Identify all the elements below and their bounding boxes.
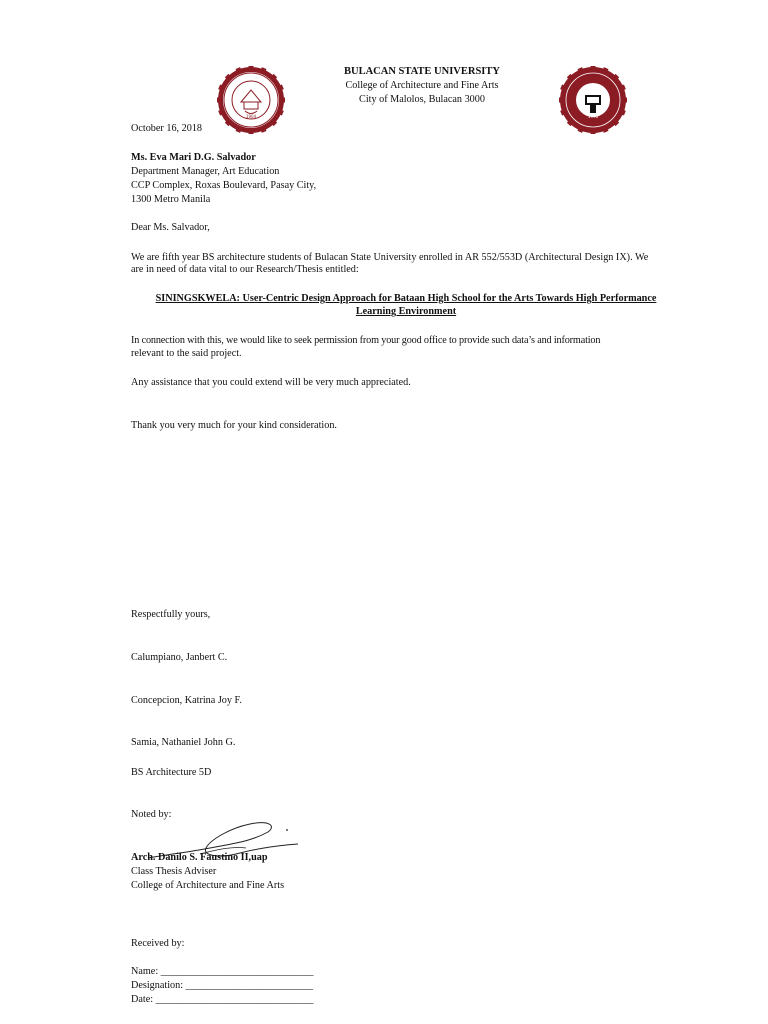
svg-text:1996: 1996: [587, 114, 599, 119]
body-paragraph-3: Any assistance that you could extend will be very much appreciated.: [131, 377, 411, 388]
body-paragraph-4: Thank you very much for your kind consideration.: [131, 420, 337, 431]
recipient-address-line1: CCP Complex, Roxas Boulevard, Pasay City,: [131, 180, 317, 191]
salutation: Dear Ms. Salvador,: [131, 222, 210, 233]
received-date-field: Date: _______________________________: [131, 994, 314, 1005]
section-label: BS Architecture 5D: [131, 767, 212, 778]
letter-date: October 16, 2018: [131, 123, 203, 134]
received-by-label: Received by:: [131, 938, 185, 949]
svg-text:1904: 1904: [245, 114, 257, 119]
college-name: College of Architecture and Fine Arts: [345, 80, 499, 91]
body-paragraph-1-line-2: are in need of data vital to our Research/Thesis entitled:: [131, 264, 359, 275]
university-seal-left: [217, 66, 285, 134]
adviser-title: Class Thesis Adviser: [131, 866, 217, 877]
body-paragraph-2-line-2: relevant to the said project.: [131, 348, 242, 359]
university-name: BULACAN STATE UNIVERSITY: [344, 66, 500, 77]
recipient-title: Department Manager, Art Education: [131, 166, 280, 177]
college-seal-right: [559, 66, 627, 134]
signatory-3: Samia, Nathaniel John G.: [131, 737, 236, 748]
thesis-title-line-1: SININGSKWELA: User-Centric Design Approach for Bataan High School for the Arts Towards High Performance: [155, 293, 657, 304]
university-address: City of Malolos, Bulacan 3000: [359, 94, 485, 105]
adviser-name: Arch. Danilo S. Faustino II,uap: [131, 852, 268, 863]
signatory-2: Concepcion, Katrina Joy F.: [131, 695, 242, 706]
signatory-1: Calumpiano, Janbert C.: [131, 652, 228, 663]
received-designation-field: Designation: _________________________: [131, 980, 313, 991]
noted-by-label: Noted by:: [131, 809, 172, 820]
closing: Respectfully yours,: [131, 609, 211, 620]
body-paragraph-1-line-1: We are fifth year BS architecture students of Bulacan State University enrolled in AR 552/553D (Architectural Design IX). We: [131, 252, 649, 263]
adviser-college: College of Architecture and Fine Arts: [131, 880, 285, 891]
thesis-title-line-2: Learning Environment: [355, 306, 457, 317]
body-paragraph-2-line-1: In connection with this, we would like to seek permission from your good office to provide such data’s and information: [131, 335, 601, 346]
received-name-field: Name: ______________________________: [131, 966, 314, 977]
recipient-name: Ms. Eva Mari D.G. Salvador: [131, 152, 256, 163]
recipient-address-line2: 1300 Metro Manila: [131, 194, 211, 205]
